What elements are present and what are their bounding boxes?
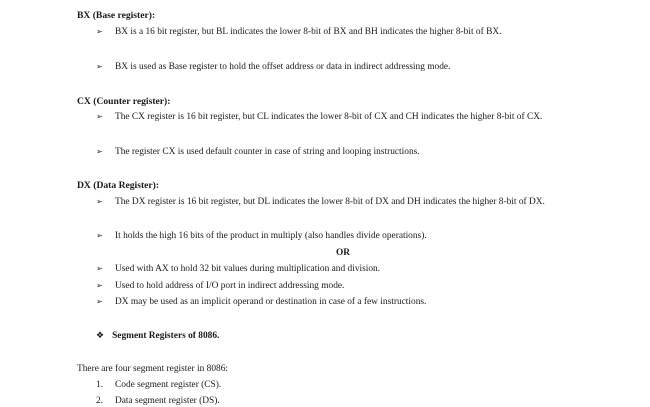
arrow-bullet-icon: ➢ bbox=[96, 112, 103, 121]
segment-heading bbox=[96, 330, 219, 342]
diamond-bullet-icon: ❖ bbox=[96, 331, 105, 341]
segment-list-item-2 bbox=[96, 395, 220, 407]
arrow-bullet-icon: ➢ bbox=[96, 264, 103, 273]
dx-bullet-1-text: The DX register is 16 bit register, but DL indicates the lower 8-bit of DX and DH indicates the higher 8-bit of DX. bbox=[115, 197, 545, 207]
arrow-bullet-icon: ➢ bbox=[96, 197, 103, 206]
cx-heading: CX (Counter register): bbox=[77, 96, 171, 107]
dx-bullet-4-text: Used to hold address of I/O port in indirect addressing mode. bbox=[115, 281, 345, 291]
bx-bullet-1-text: BX is a 16 bit register, but BL indicates the lower 8-bit of BX and BH indicates the higher 8-bit of BX. bbox=[115, 27, 502, 37]
cx-bullet-2-text: The register CX is used default counter in case of string and looping instructions. bbox=[115, 147, 420, 157]
bx-heading: BX (Base register): bbox=[77, 10, 156, 21]
arrow-bullet-icon: ➢ bbox=[96, 281, 103, 290]
dx-heading: DX (Data Register): bbox=[77, 180, 160, 191]
or-separator: OR bbox=[335, 248, 351, 258]
dx-bullet-3-text: Used with AX to hold 32 bit values during multiplication and division. bbox=[115, 264, 381, 274]
segment-list-item-1 bbox=[96, 379, 221, 391]
segment-heading-text: Segment Registers of 8086. bbox=[112, 331, 220, 341]
arrow-bullet-icon: ➢ bbox=[96, 62, 103, 71]
list-item-text: Code segment register (CS). bbox=[115, 380, 222, 390]
list-item-text: Data segment register (DS). bbox=[115, 396, 220, 406]
arrow-bullet-icon: ➢ bbox=[96, 147, 103, 156]
list-number: 2. bbox=[96, 396, 104, 406]
list-number: 1. bbox=[96, 380, 104, 390]
dx-bullet-5-text: DX may be used as an implicit operand or destination in case of a few instructions. bbox=[115, 297, 427, 307]
bx-bullet-2-text: BX is used as Base register to hold the offset address or data in indirect addressing mode. bbox=[115, 62, 451, 72]
arrow-bullet-icon: ➢ bbox=[96, 297, 103, 306]
arrow-bullet-icon: ➢ bbox=[96, 231, 103, 240]
arrow-bullet-icon: ➢ bbox=[96, 27, 103, 36]
dx-bullet-2-text: It holds the high 16 bits of the product in multiply (also handles divide operations). bbox=[115, 231, 427, 241]
cx-bullet-1-text: The CX register is 16 bit register, but CL indicates the lower 8-bit of CX and CH indicates the higher 8-bit of CX. bbox=[115, 112, 543, 122]
segment-intro: There are four segment register in 8086: bbox=[77, 364, 228, 374]
